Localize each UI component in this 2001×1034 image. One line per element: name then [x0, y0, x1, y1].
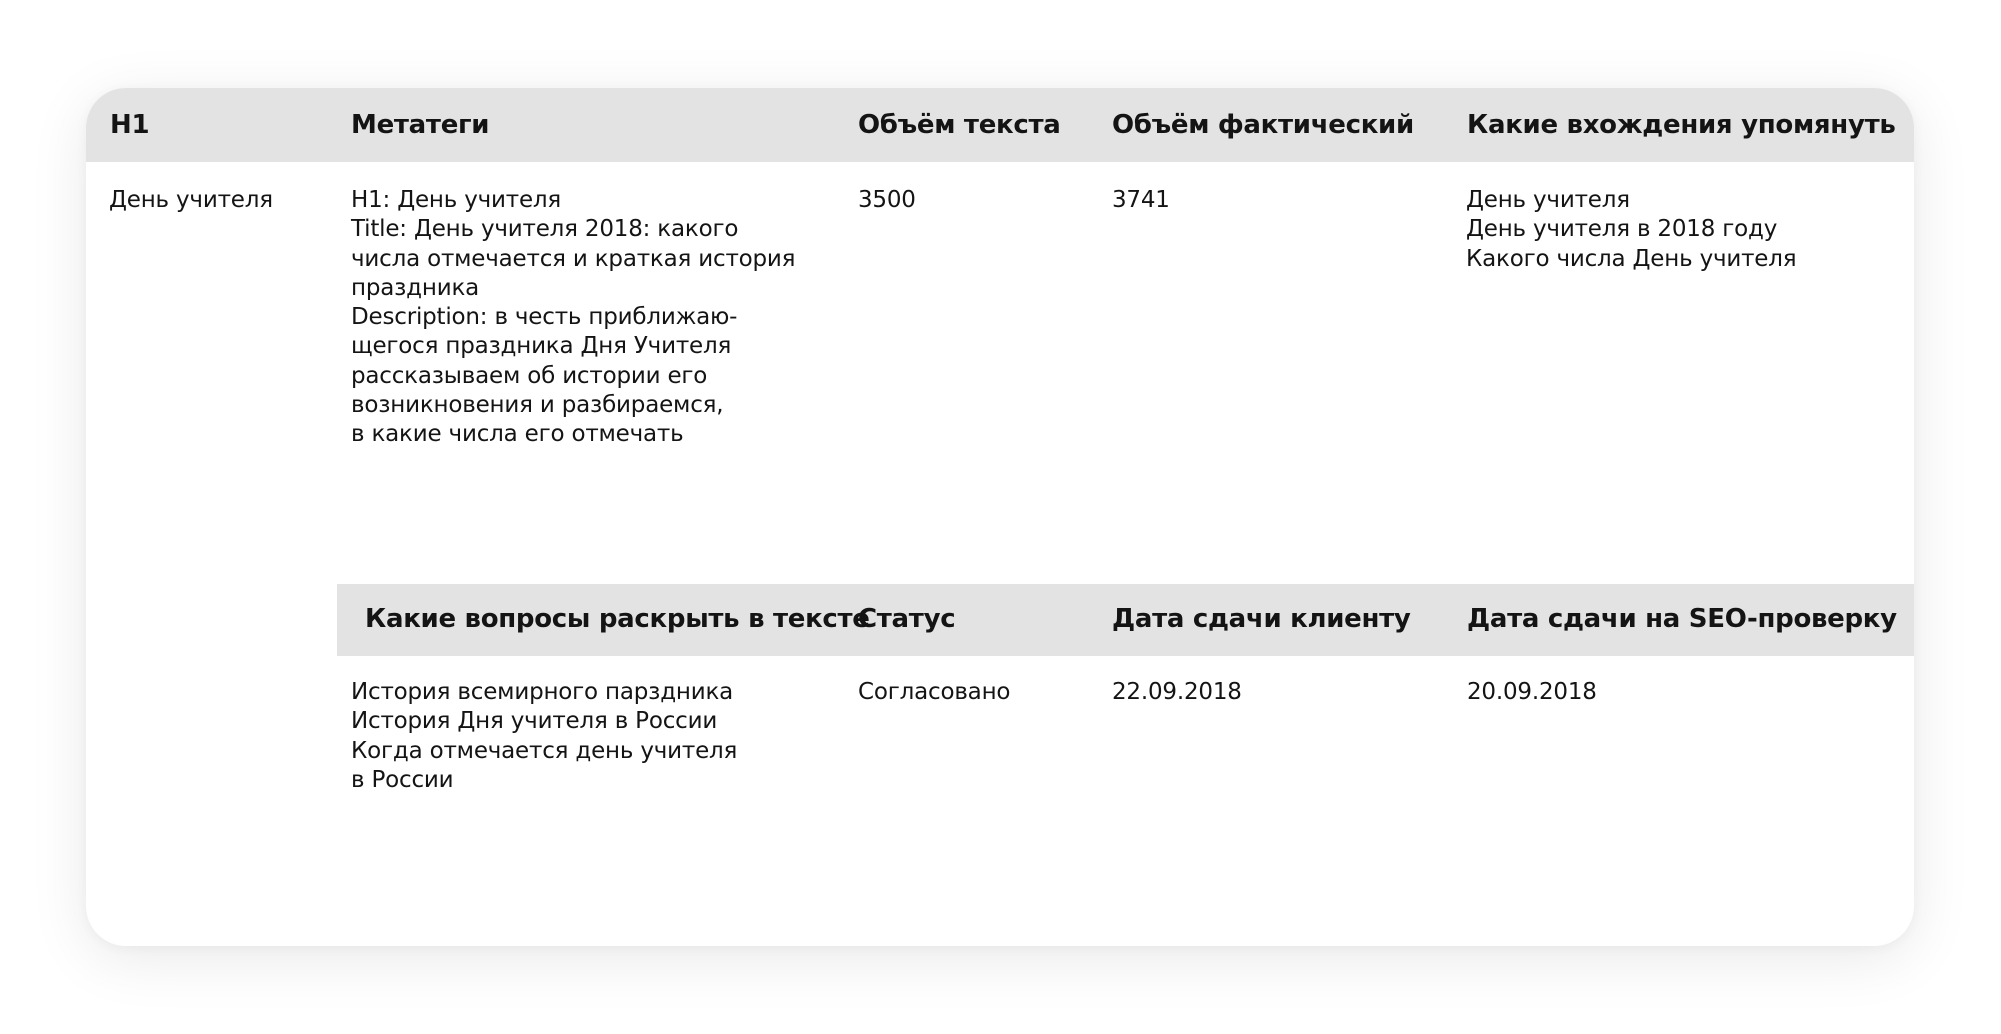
header-questions: Какие вопросы раскрыть в тексте — [365, 604, 870, 634]
cell-client-date: 22.09.2018 — [1112, 679, 1242, 705]
cell-seo-date: 20.09.2018 — [1467, 679, 1597, 705]
header-h1: H1 — [110, 110, 150, 140]
content-plan-table — [86, 88, 1914, 946]
cell-questions: История всемирного парздника История Дня учителя в России Когда отмечается день учителя в России — [351, 679, 738, 793]
cell-actual-volume: 3741 — [1112, 187, 1170, 213]
header-keywords: Какие вхождения упомянуть — [1467, 110, 1896, 140]
cell-keywords: День учителя День учителя в 2018 году Какого числа День учителя — [1466, 187, 1797, 272]
cell-meta-tags: H1: День учителя Title: День учителя 2018: какого числа отмечается и краткая история праздника Description: в честь приближаю- щегося праздника Дня Учителя рассказываем об истории его возникновения и разбираемся, в какие числа его отмечать — [351, 187, 796, 448]
header-status: Статус — [858, 604, 956, 634]
cell-h1: День учителя — [109, 187, 273, 213]
header-actual-volume: Объём фактический — [1112, 110, 1414, 140]
header-client-date: Дата сдачи клиенту — [1112, 604, 1411, 634]
cell-status: Согласовано — [858, 679, 1011, 705]
header-seo-date: Дата сдачи на SEO-проверку — [1467, 604, 1897, 634]
header-text-volume: Объём текста — [858, 110, 1061, 140]
cell-text-volume: 3500 — [858, 187, 916, 213]
header-meta-tags: Метатеги — [351, 110, 490, 140]
